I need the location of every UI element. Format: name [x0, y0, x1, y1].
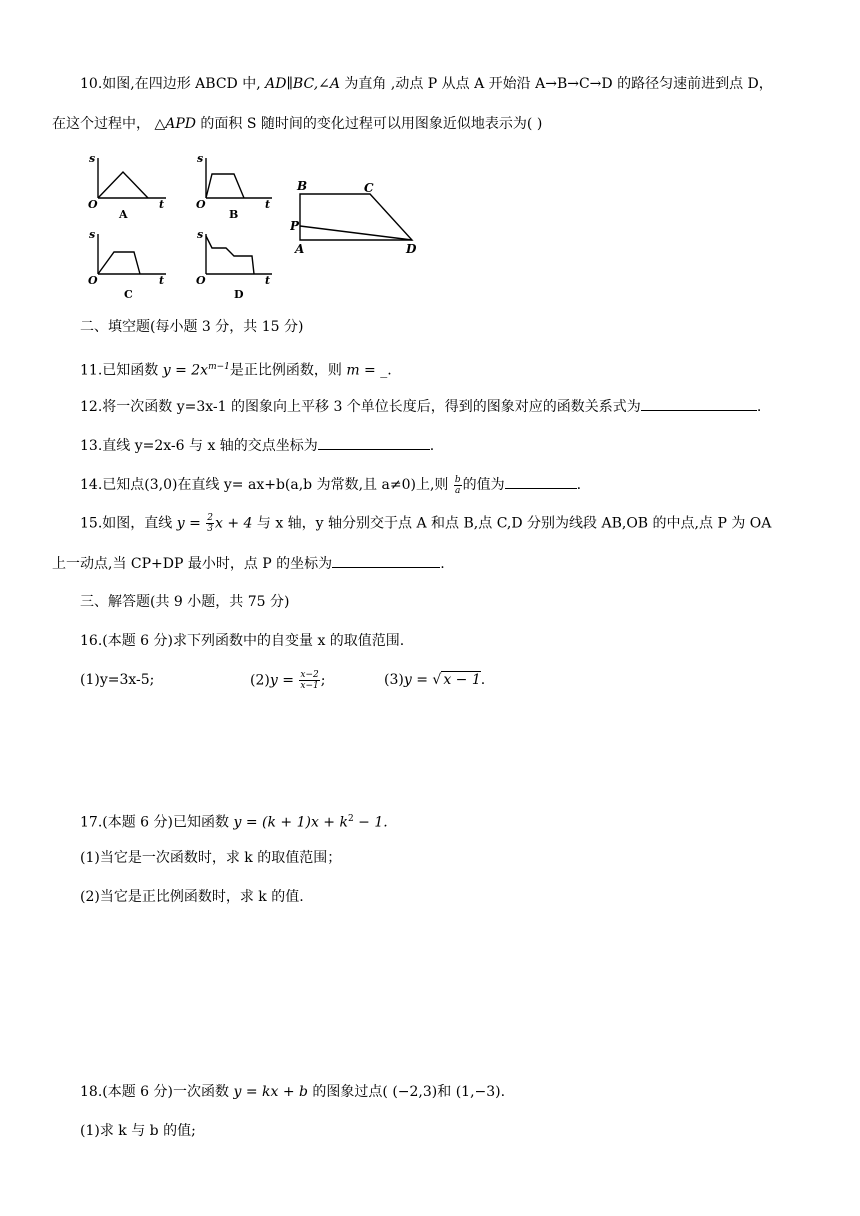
graph-d-o: O — [196, 274, 206, 287]
q10-line2 — [52, 114, 542, 134]
graph-option-d — [194, 226, 284, 302]
graph-c-t: t — [159, 274, 165, 287]
q15-text-c: 上一动点,当 CP+DP 最小时，点 P 的坐标为 — [52, 556, 333, 572]
point-b-label: B — [297, 179, 308, 193]
q13-answer-blank[interactable] — [318, 435, 430, 450]
q14-answer-blank[interactable] — [505, 474, 577, 489]
q10-math-b: △APD — [154, 116, 196, 132]
q10-text-c: 在这个过程中， — [52, 116, 155, 132]
point-c-label: C — [364, 181, 374, 195]
q17-math: y = (k + 1)x + k — [233, 814, 348, 831]
q16-part2-numerator: x−2 — [300, 670, 319, 680]
q13-text: 13.直线 y=2x-6 与 x 轴的交点坐标为 — [80, 438, 318, 454]
q12-answer-blank[interactable] — [641, 396, 757, 411]
q11-math: y = 2x — [162, 362, 209, 379]
q10-text-b: 为直角 ,动点 P 从点 A 开始沿 A→B→C→D 的路径匀速前进到点 D， — [339, 76, 773, 92]
graph-b-label: B — [229, 208, 239, 221]
q18-part1: (1)求 k 与 b 的值; — [80, 1123, 196, 1139]
q16-title: 16.(本题 6 分)求下列函数中的自变量 x 的取值范围. — [80, 633, 405, 649]
point-a-label: A — [295, 242, 305, 256]
q14 — [80, 474, 581, 496]
q16-sqrt-sign: √ — [432, 672, 442, 688]
q16-part3-y: y = — [403, 672, 433, 688]
graph-b-t: t — [265, 198, 271, 211]
q10-text-a: 10.如图,在四边形 ABCD 中, — [80, 76, 266, 92]
q16-part3-end: . — [480, 672, 486, 688]
graph-a-o: O — [88, 198, 98, 211]
q16-part2 — [250, 670, 325, 691]
q11 — [80, 357, 392, 381]
q10-line1 — [80, 74, 773, 94]
graph-a-label: A — [119, 208, 128, 221]
q15-math-rest: x + 4 — [215, 515, 253, 532]
graph-b-o: O — [196, 198, 206, 211]
graph-d-s: s — [197, 228, 204, 241]
q12-end: . — [756, 399, 762, 415]
q12 — [80, 396, 761, 417]
q11-text-b: 是正比例函数，则 — [229, 362, 347, 379]
q14-numerator: b — [454, 474, 461, 485]
section-2-heading: 二、填空题(每小题 3 分，共 15 分) — [80, 319, 304, 335]
graph-c-o: O — [88, 274, 98, 287]
q14-end: . — [576, 477, 582, 493]
q11-text-a: 11.已知函数 — [80, 362, 163, 379]
trapezoid-figure — [290, 176, 430, 258]
q15-line1 — [80, 513, 771, 534]
q16-radicand: x − 1 — [443, 672, 481, 688]
section-3-heading: 三、解答题(共 9 小题，共 75 分) — [80, 594, 290, 610]
q11-exponent: m−1 — [208, 362, 230, 372]
q15-text-b: 与 x 轴，y 轴分别交于点 A 和点 B,点 C,D 分别为线段 AB,OB 的中点,点 P 为 OA — [252, 515, 772, 532]
graph-a-t: t — [159, 198, 165, 211]
q10-text-d: 的面积 S 随时间的变化过程可以用图象近似地表示为( ) — [195, 116, 543, 132]
q11-end: . — [387, 362, 392, 379]
q15-end: . — [440, 556, 445, 572]
q16-part2-fraction — [299, 670, 319, 691]
graph-option-c — [86, 226, 176, 302]
q18-title — [80, 1082, 505, 1102]
q15-denominator: 3 — [207, 524, 213, 534]
q17-part2: (2)当它是正比例函数时，求 k 的值. — [80, 889, 304, 905]
q12-text: 12.将一次函数 y=3x-1 的图象向上平移 3 个单位长度后，得到的图象对应的函数关系式为 — [80, 399, 641, 415]
point-p-label: P — [290, 219, 300, 233]
q14-text-a: 14.已知点(3,0)在直线 y= ax+b(a,b 为常数,且 a≠0)上,则 — [80, 477, 453, 493]
q14-denominator: a — [455, 485, 461, 496]
q15-fraction — [206, 513, 214, 534]
graph-a-s: s — [89, 152, 96, 165]
q17-math-end: − 1. — [353, 814, 388, 831]
q16-part3 — [384, 670, 485, 690]
q15-math-y: y = — [176, 515, 206, 532]
q14-fraction — [454, 475, 462, 496]
point-d-label: D — [406, 242, 417, 256]
q13-end: . — [429, 438, 435, 454]
q16-part2-label: (2) — [250, 672, 270, 689]
q17-text-a: 17.(本题 6 分)已知函数 — [80, 814, 234, 831]
graph-c-s: s — [89, 228, 96, 241]
q11-answer-slot: m = _ — [346, 362, 388, 379]
graph-c-label: C — [124, 288, 133, 301]
graph-b-s: s — [197, 152, 204, 165]
q16-part3-label: (3) — [384, 672, 404, 688]
q17-title — [80, 809, 388, 833]
q13 — [80, 435, 434, 456]
q16-part2-denominator: x−1 — [300, 681, 319, 691]
q18-math: y = kx + b — [233, 1084, 308, 1100]
graph-option-b — [194, 150, 284, 222]
q16-part1: (1)y=3x-5; — [80, 672, 155, 688]
q16-part2-end: ; — [320, 672, 326, 689]
q10-math-a: AD∥BC,∠A — [265, 76, 340, 92]
q15-answer-blank[interactable] — [332, 553, 440, 568]
q18-text-a: 18.(本题 6 分)一次函数 — [80, 1084, 234, 1100]
graph-d-t: t — [265, 274, 271, 287]
q17-exponent: 2 — [347, 814, 354, 824]
q14-text-b: 的值为 — [462, 477, 505, 493]
q16-part2-y: y = — [269, 672, 299, 689]
q17-part1: (1)当它是一次函数时，求 k 的取值范围； — [80, 850, 342, 866]
q15-text-a: 15.如图，直线 — [80, 515, 177, 532]
q15-line2 — [52, 553, 445, 574]
graph-d-label: D — [234, 288, 244, 301]
q18-text-b: 的图象过点( (−2,3)和 (1,−3). — [307, 1084, 506, 1100]
q15-numerator: 2 — [207, 513, 213, 523]
graph-option-a — [86, 150, 176, 222]
